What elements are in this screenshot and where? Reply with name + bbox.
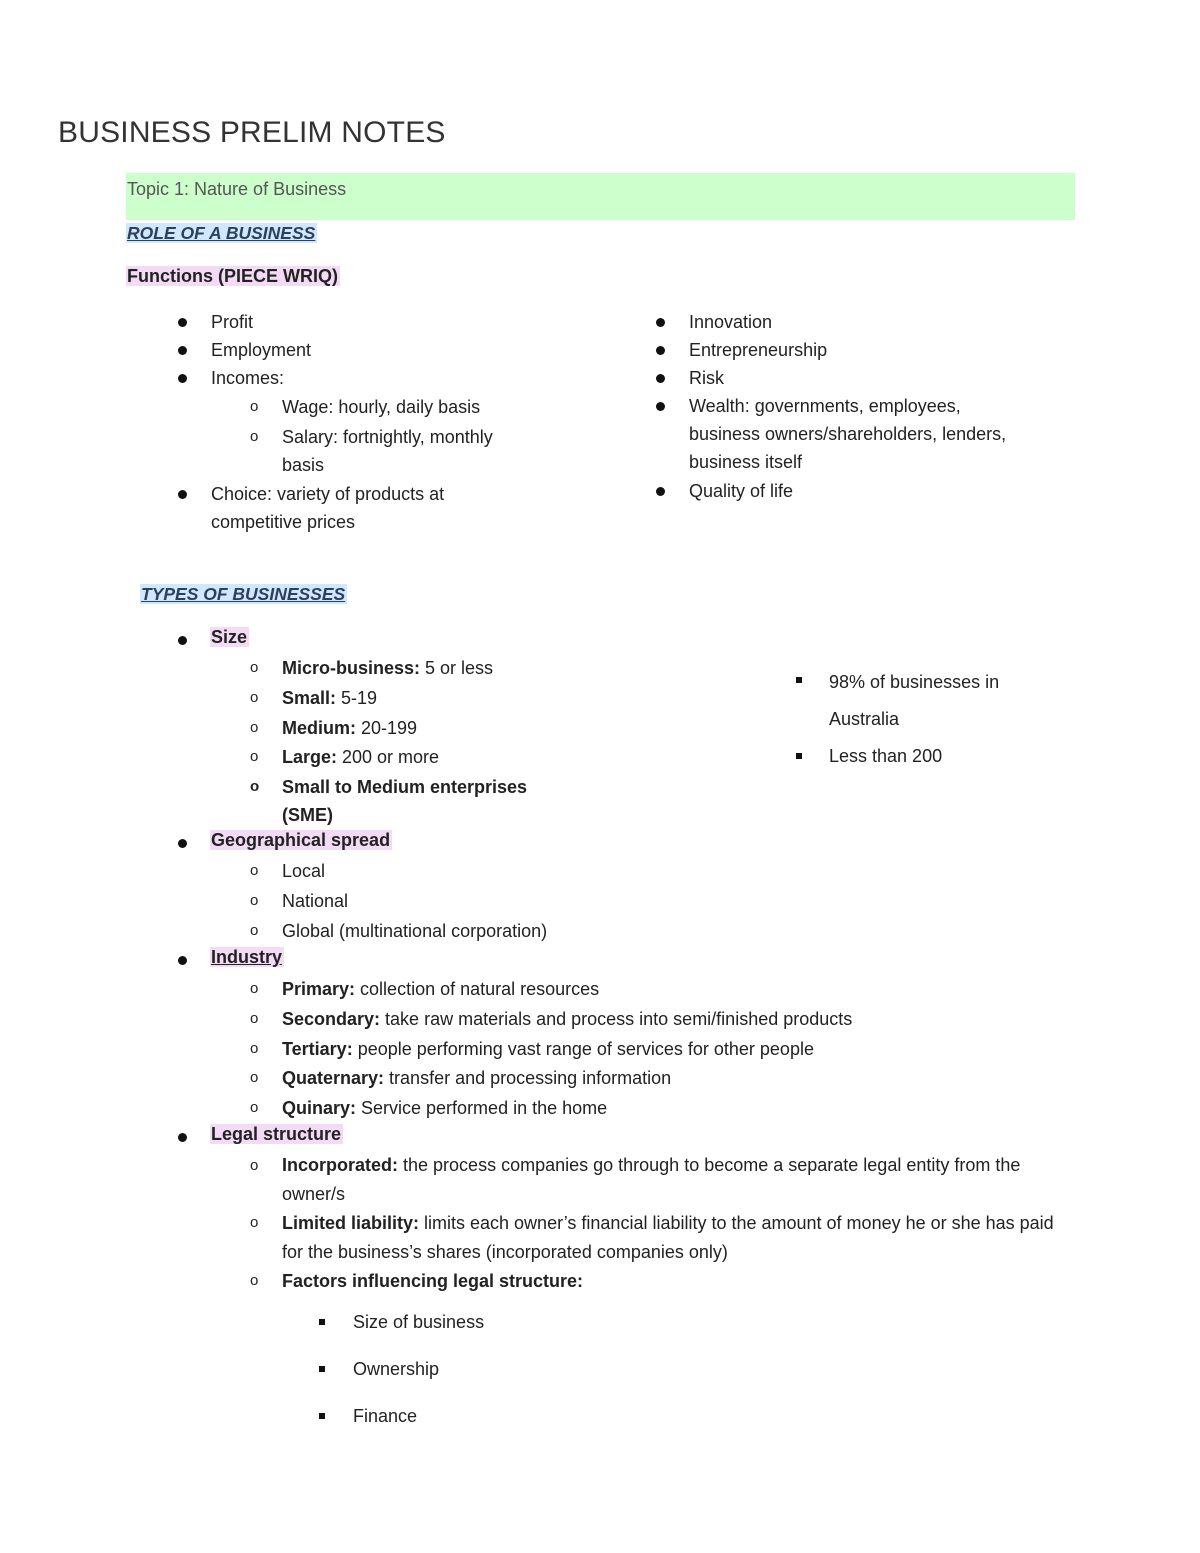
industry-quinary: [282, 1094, 607, 1122]
square-bullet-icon: [319, 1366, 325, 1372]
size-sme-label: Small to Medium enterprises (SME): [282, 777, 528, 825]
function-profit: Profit: [211, 312, 254, 332]
factor-ownership: Ownership: [353, 1359, 440, 1379]
industry-quaternary: [282, 1064, 671, 1092]
size-micro-desc: 5 or less: [420, 658, 494, 678]
bullet-icon: [178, 636, 187, 645]
size-label: Size: [211, 627, 248, 647]
function-entrepreneurship: Entrepreneurship: [689, 340, 828, 360]
circle-bullet-icon: o: [250, 892, 259, 909]
geo-national: National: [282, 891, 349, 911]
industry-tertiary: [282, 1035, 814, 1063]
industry-quaternary-desc: transfer and processing information: [384, 1068, 672, 1088]
function-quality-of-life: Quality of life: [689, 481, 794, 501]
document-title: BUSINESS PRELIM NOTES: [58, 116, 446, 149]
circle-bullet-icon: o: [250, 1040, 259, 1057]
functions-subheading: [126, 266, 340, 287]
circle-bullet-icon: o: [250, 1010, 259, 1027]
circle-bullet-icon: o: [250, 778, 260, 795]
income-salary: Salary: fortnightly, monthly basis: [282, 427, 493, 475]
legal-limited-desc: limits each owner’s financial liability to the amount of money he or she has paid for the business’s shares (incorporated companies only): [282, 1213, 1054, 1262]
legal-label: Legal structure: [211, 1124, 342, 1144]
size-medium: [282, 714, 417, 742]
bullet-icon: [656, 318, 665, 327]
legal-factors: [282, 1267, 583, 1295]
circle-bullet-icon: o: [250, 1069, 259, 1086]
circle-bullet-icon: o: [250, 1272, 259, 1289]
geo-global: Global (multinational corporation): [282, 921, 548, 941]
bullet-icon: [178, 956, 187, 965]
industry-primary-term: Primary:: [282, 979, 356, 999]
income-wage: Wage: hourly, daily basis: [282, 397, 481, 417]
bullet-icon: [178, 318, 187, 327]
circle-bullet-icon: o: [250, 1099, 259, 1116]
size-medium-term: Medium:: [282, 718, 356, 738]
bullet-icon: [178, 839, 187, 848]
bullet-icon: [178, 374, 187, 383]
circle-bullet-icon: o: [250, 398, 259, 415]
legal-heading: [210, 1124, 343, 1145]
factor-finance: Finance: [353, 1406, 418, 1426]
types-heading-text: TYPES OF BUSINESSES: [141, 584, 346, 604]
industry-secondary-desc: take raw materials and process into semi/finished products: [380, 1009, 853, 1029]
square-bullet-icon: [796, 677, 802, 683]
function-choice: Choice: variety of products at competitive prices: [211, 484, 445, 532]
legal-factors-label: Factors influencing legal structure:: [282, 1271, 584, 1291]
legal-incorporated-term: Incorporated:: [282, 1155, 399, 1175]
size-small-desc: 5-19: [336, 688, 378, 708]
bullet-icon: [656, 487, 665, 496]
geo-label: Geographical spread: [211, 830, 391, 850]
size-large-term: Large:: [282, 747, 338, 767]
circle-bullet-icon: o: [250, 428, 259, 445]
industry-secondary: [282, 1005, 852, 1033]
legal-incorporated: [282, 1151, 1067, 1209]
industry-quinary-desc: Service performed in the home: [356, 1098, 608, 1118]
types-section-heading: [140, 584, 347, 605]
function-innovation: Innovation: [689, 312, 773, 332]
bullet-icon: [178, 346, 187, 355]
industry-heading: [210, 947, 284, 968]
bullet-icon: [656, 346, 665, 355]
factor-size: Size of business: [353, 1312, 485, 1332]
geo-heading: [210, 830, 392, 851]
size-note-less-than-200: Less than 200: [829, 746, 943, 766]
function-incomes: Incomes:: [211, 368, 285, 388]
functions-heading-text: Functions (PIECE WRIQ): [127, 266, 338, 286]
industry-tertiary-term: Tertiary:: [282, 1039, 353, 1059]
function-risk: Risk: [689, 368, 724, 388]
industry-quaternary-term: Quaternary:: [282, 1068, 385, 1088]
industry-label: Industry: [211, 947, 283, 967]
role-heading-text: ROLE OF A BUSINESS: [127, 223, 316, 243]
geo-local: Local: [282, 861, 326, 881]
bullet-icon: [178, 1133, 187, 1142]
size-micro-term: Micro-business:: [282, 658, 421, 678]
industry-quinary-term: Quinary:: [282, 1098, 357, 1118]
bullet-icon: [656, 402, 665, 411]
size-small-term: Small:: [282, 688, 337, 708]
circle-bullet-icon: o: [250, 719, 259, 736]
circle-bullet-icon: o: [250, 748, 259, 765]
size-large: [282, 743, 439, 771]
function-wealth: Wealth: governments, employees, business owners/shareholders, lenders, business itself: [689, 396, 1007, 472]
topic-heading: Topic 1: Nature of Business: [127, 179, 347, 199]
size-large-desc: 200 or more: [337, 747, 440, 767]
industry-tertiary-desc: people performing vast range of services for other people: [352, 1039, 814, 1059]
industry-primary-desc: collection of natural resources: [355, 979, 600, 999]
size-medium-desc: 20-199: [356, 718, 418, 738]
circle-bullet-icon: o: [250, 922, 259, 939]
industry-primary: [282, 975, 599, 1003]
bullet-icon: [178, 490, 187, 499]
circle-bullet-icon: o: [250, 862, 259, 879]
bullet-icon: [656, 374, 665, 383]
square-bullet-icon: [319, 1413, 325, 1419]
circle-bullet-icon: o: [250, 980, 259, 997]
legal-limited-term: Limited liability:: [282, 1213, 420, 1233]
circle-bullet-icon: o: [250, 659, 259, 676]
legal-limited-liability: [282, 1209, 1067, 1267]
legal-incorporated-desc: the process companies go through to become a separate legal entity from the owner/s: [282, 1155, 1021, 1204]
size-sme: [282, 773, 567, 829]
role-section-heading: [126, 223, 317, 244]
square-bullet-icon: [319, 1319, 325, 1325]
circle-bullet-icon: o: [250, 1214, 259, 1231]
function-employment: Employment: [211, 340, 312, 360]
circle-bullet-icon: o: [250, 689, 259, 706]
circle-bullet-icon: o: [250, 1157, 259, 1174]
size-note-98-percent: 98% of businesses in Australia: [829, 672, 1000, 729]
square-bullet-icon: [796, 753, 802, 759]
size-micro: [282, 654, 493, 682]
industry-secondary-term: Secondary:: [282, 1009, 381, 1029]
size-heading: [210, 627, 249, 648]
size-small: [282, 684, 377, 712]
